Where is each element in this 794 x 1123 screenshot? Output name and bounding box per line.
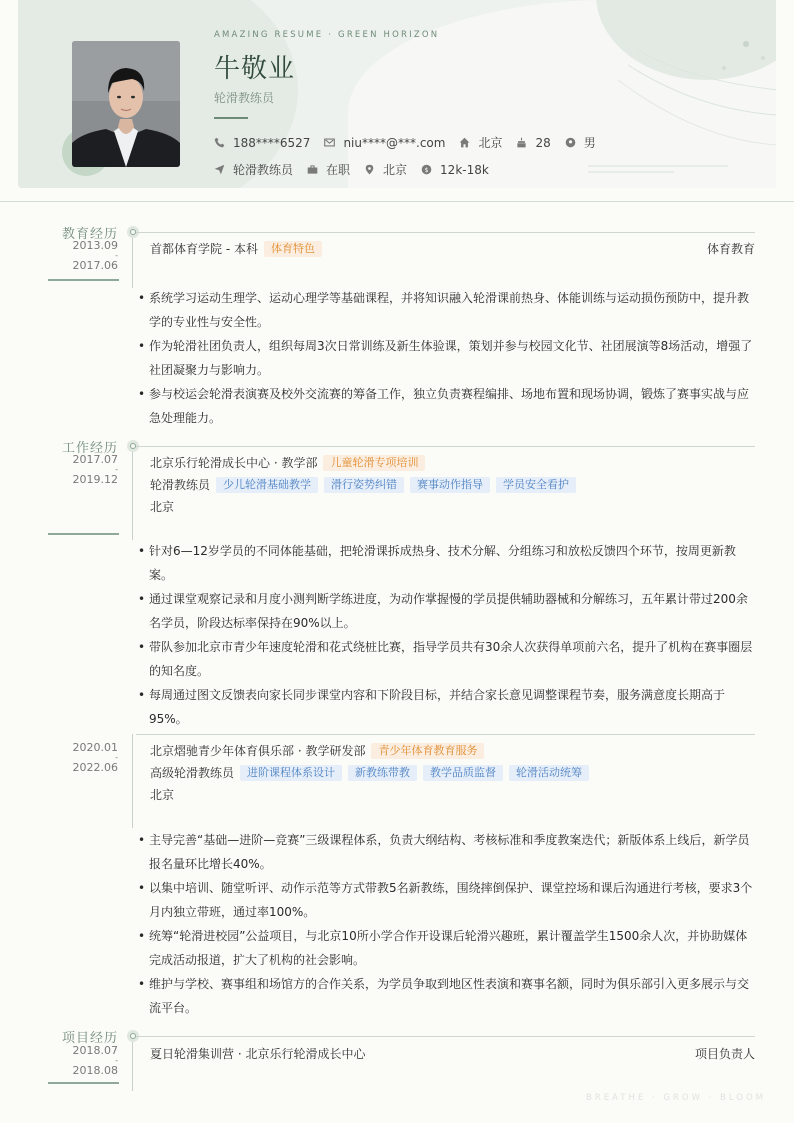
- date-separator: -: [115, 1056, 118, 1065]
- intent-position-text: 轮滑教练员: [233, 163, 294, 177]
- header-divider: [0, 201, 794, 202]
- work-entry-head-1: [150, 452, 755, 518]
- position-title: 高级轮滑教练员: [150, 766, 235, 780]
- candidate-role: 轮滑教练员: [214, 91, 275, 105]
- skill-tag: 新教练带教: [348, 765, 417, 781]
- coin-icon: [421, 164, 432, 175]
- mail-icon: [324, 137, 335, 148]
- date-separator: -: [115, 753, 118, 762]
- company-tag: 儿童轮滑专项培训: [323, 455, 425, 471]
- section-underline: [48, 533, 119, 535]
- work-date-1: [48, 454, 118, 485]
- section-rule: [136, 232, 755, 233]
- date-separator: -: [115, 465, 118, 474]
- project-role: 项目负责人: [694, 1047, 755, 1061]
- work-entry-head-2: [150, 740, 755, 806]
- company-name: 北京熠驰青少年体育俱乐部 · 教学研发部: [150, 744, 366, 758]
- profile-photo: [72, 41, 180, 167]
- list-item: • 通过课堂观察记录和月度小测判断学练进度，为动作掌握慢的学员提供辅助器械和分解练习，五年累计带过200余名学员，阶段达标率保持在90%以上。: [138, 588, 755, 635]
- phone-text: 188****6527: [233, 135, 311, 150]
- name-underline: [214, 117, 248, 119]
- contact-row: [214, 134, 610, 151]
- svg-text:$: $: [424, 166, 429, 174]
- skill-tag: 赛事动作指导: [410, 477, 490, 493]
- list-item: • 维护与学校、赛事组和场馆方的合作关系，为学员争取到地区性表演和赛事名额，同时为俱乐部引入更多展示与交流平台。: [138, 973, 755, 1020]
- position-title: 轮滑教练员: [150, 478, 211, 492]
- section-rule: [136, 1036, 755, 1037]
- city-text: 北京: [478, 136, 503, 150]
- skill-tag: 少儿轮滑基础教学: [216, 477, 318, 493]
- list-item: • 针对6—12岁学员的不同体能基础，把轮滑课拆成热身、技术分解、分组练习和放松反馈四个环节，按周更新教案。: [138, 540, 755, 587]
- intent-status-text: 在职: [326, 163, 351, 177]
- date-separator: -: [115, 251, 118, 260]
- section-rule: [136, 446, 755, 447]
- contact-gender: [565, 134, 596, 151]
- home-icon: [459, 137, 470, 148]
- section-underline: [48, 1082, 119, 1084]
- project-date: [48, 1045, 118, 1076]
- list-item: • 以集中培训、随堂听评、动作示范等方式带教5名新教练，围绕摔倒保护、课堂控场和课后沟通进行考核，要求3个月内独立带班，通过率100%。: [138, 877, 755, 924]
- send-icon: [214, 164, 225, 175]
- section-title-work: 工作经历: [61, 441, 118, 456]
- school-name: 首都体育学院 - 本科: [150, 242, 258, 256]
- company-tag: 青少年体育教育服务: [371, 743, 484, 759]
- company-name: 北京乐行轮滑成长中心 · 教学部: [150, 456, 318, 470]
- gender-text: 男: [583, 136, 596, 150]
- work-date-2: [48, 742, 118, 773]
- work-city: 北京: [150, 788, 175, 802]
- date-end: 2019.12: [72, 473, 118, 486]
- date-start: 2013.09: [72, 239, 118, 252]
- intent-salary-text: 12k-18k: [440, 162, 489, 177]
- timeline-spine: [132, 734, 133, 828]
- education-bullets: [138, 287, 755, 431]
- list-item: • 作为轮滑社团负责人，组织每周3次日常训练及新生体验课，策划并参与校园文化节、社团展演等8场活动，增强了社团凝聚力与影响力。: [138, 335, 755, 382]
- major: 体育教育: [706, 242, 755, 256]
- work-bullets-2: [138, 829, 755, 1021]
- list-item: • 主导完善“基础—进阶—竞赛”三级课程体系，负责大纲结构、考核标准和季度教案迭代；新版体系上线后，新学员报名量环比增长40%。: [138, 829, 755, 876]
- timeline-spine: [132, 1036, 133, 1091]
- email-text: niu****@***.com: [343, 135, 446, 150]
- entry-rule: [136, 734, 755, 735]
- intent-location-text: 北京: [383, 163, 408, 177]
- contact-age: [516, 136, 550, 150]
- work-city: 北京: [150, 500, 175, 514]
- date-start: 2020.01: [72, 741, 118, 754]
- skill-tag: 进阶课程体系设计: [240, 765, 342, 781]
- section-underline: [48, 279, 119, 281]
- school-tag: 体育特色: [264, 241, 322, 257]
- education-entry-head: [150, 238, 755, 260]
- work-bullets-1: [138, 540, 755, 732]
- education-date: [48, 240, 118, 271]
- location-pin-icon: [364, 164, 375, 175]
- date-end: 2022.06: [72, 761, 118, 774]
- age-text: 28: [535, 135, 551, 150]
- list-item: • 每周通过图文反馈表向家长同步课堂内容和下阶段目标，并结合家长意见调整课程节奏，服务满意度长期高于95%。: [138, 684, 755, 731]
- resume-tagline: AMAZING RESUME · GREEN HORIZON: [214, 30, 440, 40]
- section-title-project: 项目经历: [61, 1031, 118, 1046]
- timeline-spine: [132, 232, 133, 288]
- contact-phone: [214, 136, 310, 150]
- skill-tag: 轮滑活动统筹: [509, 765, 589, 781]
- intent-row: [214, 161, 503, 178]
- list-item: • 统筹“轮滑进校园”公益项目，与北京10所小学合作开设课后轮滑兴趣班，累计覆盖学生1500余人次，并协助媒体完成活动报道，扩大了机构的社会影响。: [138, 925, 755, 972]
- skill-tag: 学员安全看护: [496, 477, 576, 493]
- date-end: 2017.06: [72, 259, 118, 272]
- footer-slogan: BREATHE · GROW · BLOOM: [586, 1093, 766, 1103]
- intent-location: [364, 161, 407, 178]
- section-title-education: 教育经历: [61, 227, 118, 242]
- date-start: 2018.07: [72, 1044, 118, 1057]
- intent-position: [214, 161, 293, 178]
- gender-icon: [565, 137, 576, 148]
- list-item: • 参与校运会轮滑表演赛及校外交流赛的筹备工作，独立负责赛程编排、场地布置和现场协调，锻炼了赛事实战与应急处理能力。: [138, 383, 755, 430]
- skill-tag: 教学品质监督: [423, 765, 503, 781]
- contact-email: [324, 136, 445, 150]
- briefcase-icon: [307, 164, 318, 175]
- phone-icon: [214, 137, 225, 148]
- list-item: • 带队参加北京市青少年速度轮滑和花式绕桩比赛，指导学员共有30余人次获得单项前六名，提升了机构在赛事圈层的知名度。: [138, 636, 755, 683]
- skill-tag: 滑行姿势纠错: [324, 477, 404, 493]
- project-entry-head: [150, 1043, 755, 1065]
- intent-status: [307, 161, 350, 178]
- timeline-spine: [132, 446, 133, 540]
- date-start: 2017.07: [72, 453, 118, 466]
- intent-salary: [421, 163, 489, 177]
- contact-city: [459, 134, 502, 151]
- list-item: • 系统学习运动生理学、运动心理学等基础课程，并将知识融入轮滑课前热身、体能训练与运动损伤预防中，提升教学的专业性与安全性。: [138, 287, 755, 334]
- cake-icon: [516, 137, 527, 148]
- project-name: 夏日轮滑集训营 · 北京乐行轮滑成长中心: [150, 1047, 366, 1061]
- candidate-name: 牛敬业: [214, 54, 296, 84]
- date-end: 2018.08: [72, 1064, 118, 1077]
